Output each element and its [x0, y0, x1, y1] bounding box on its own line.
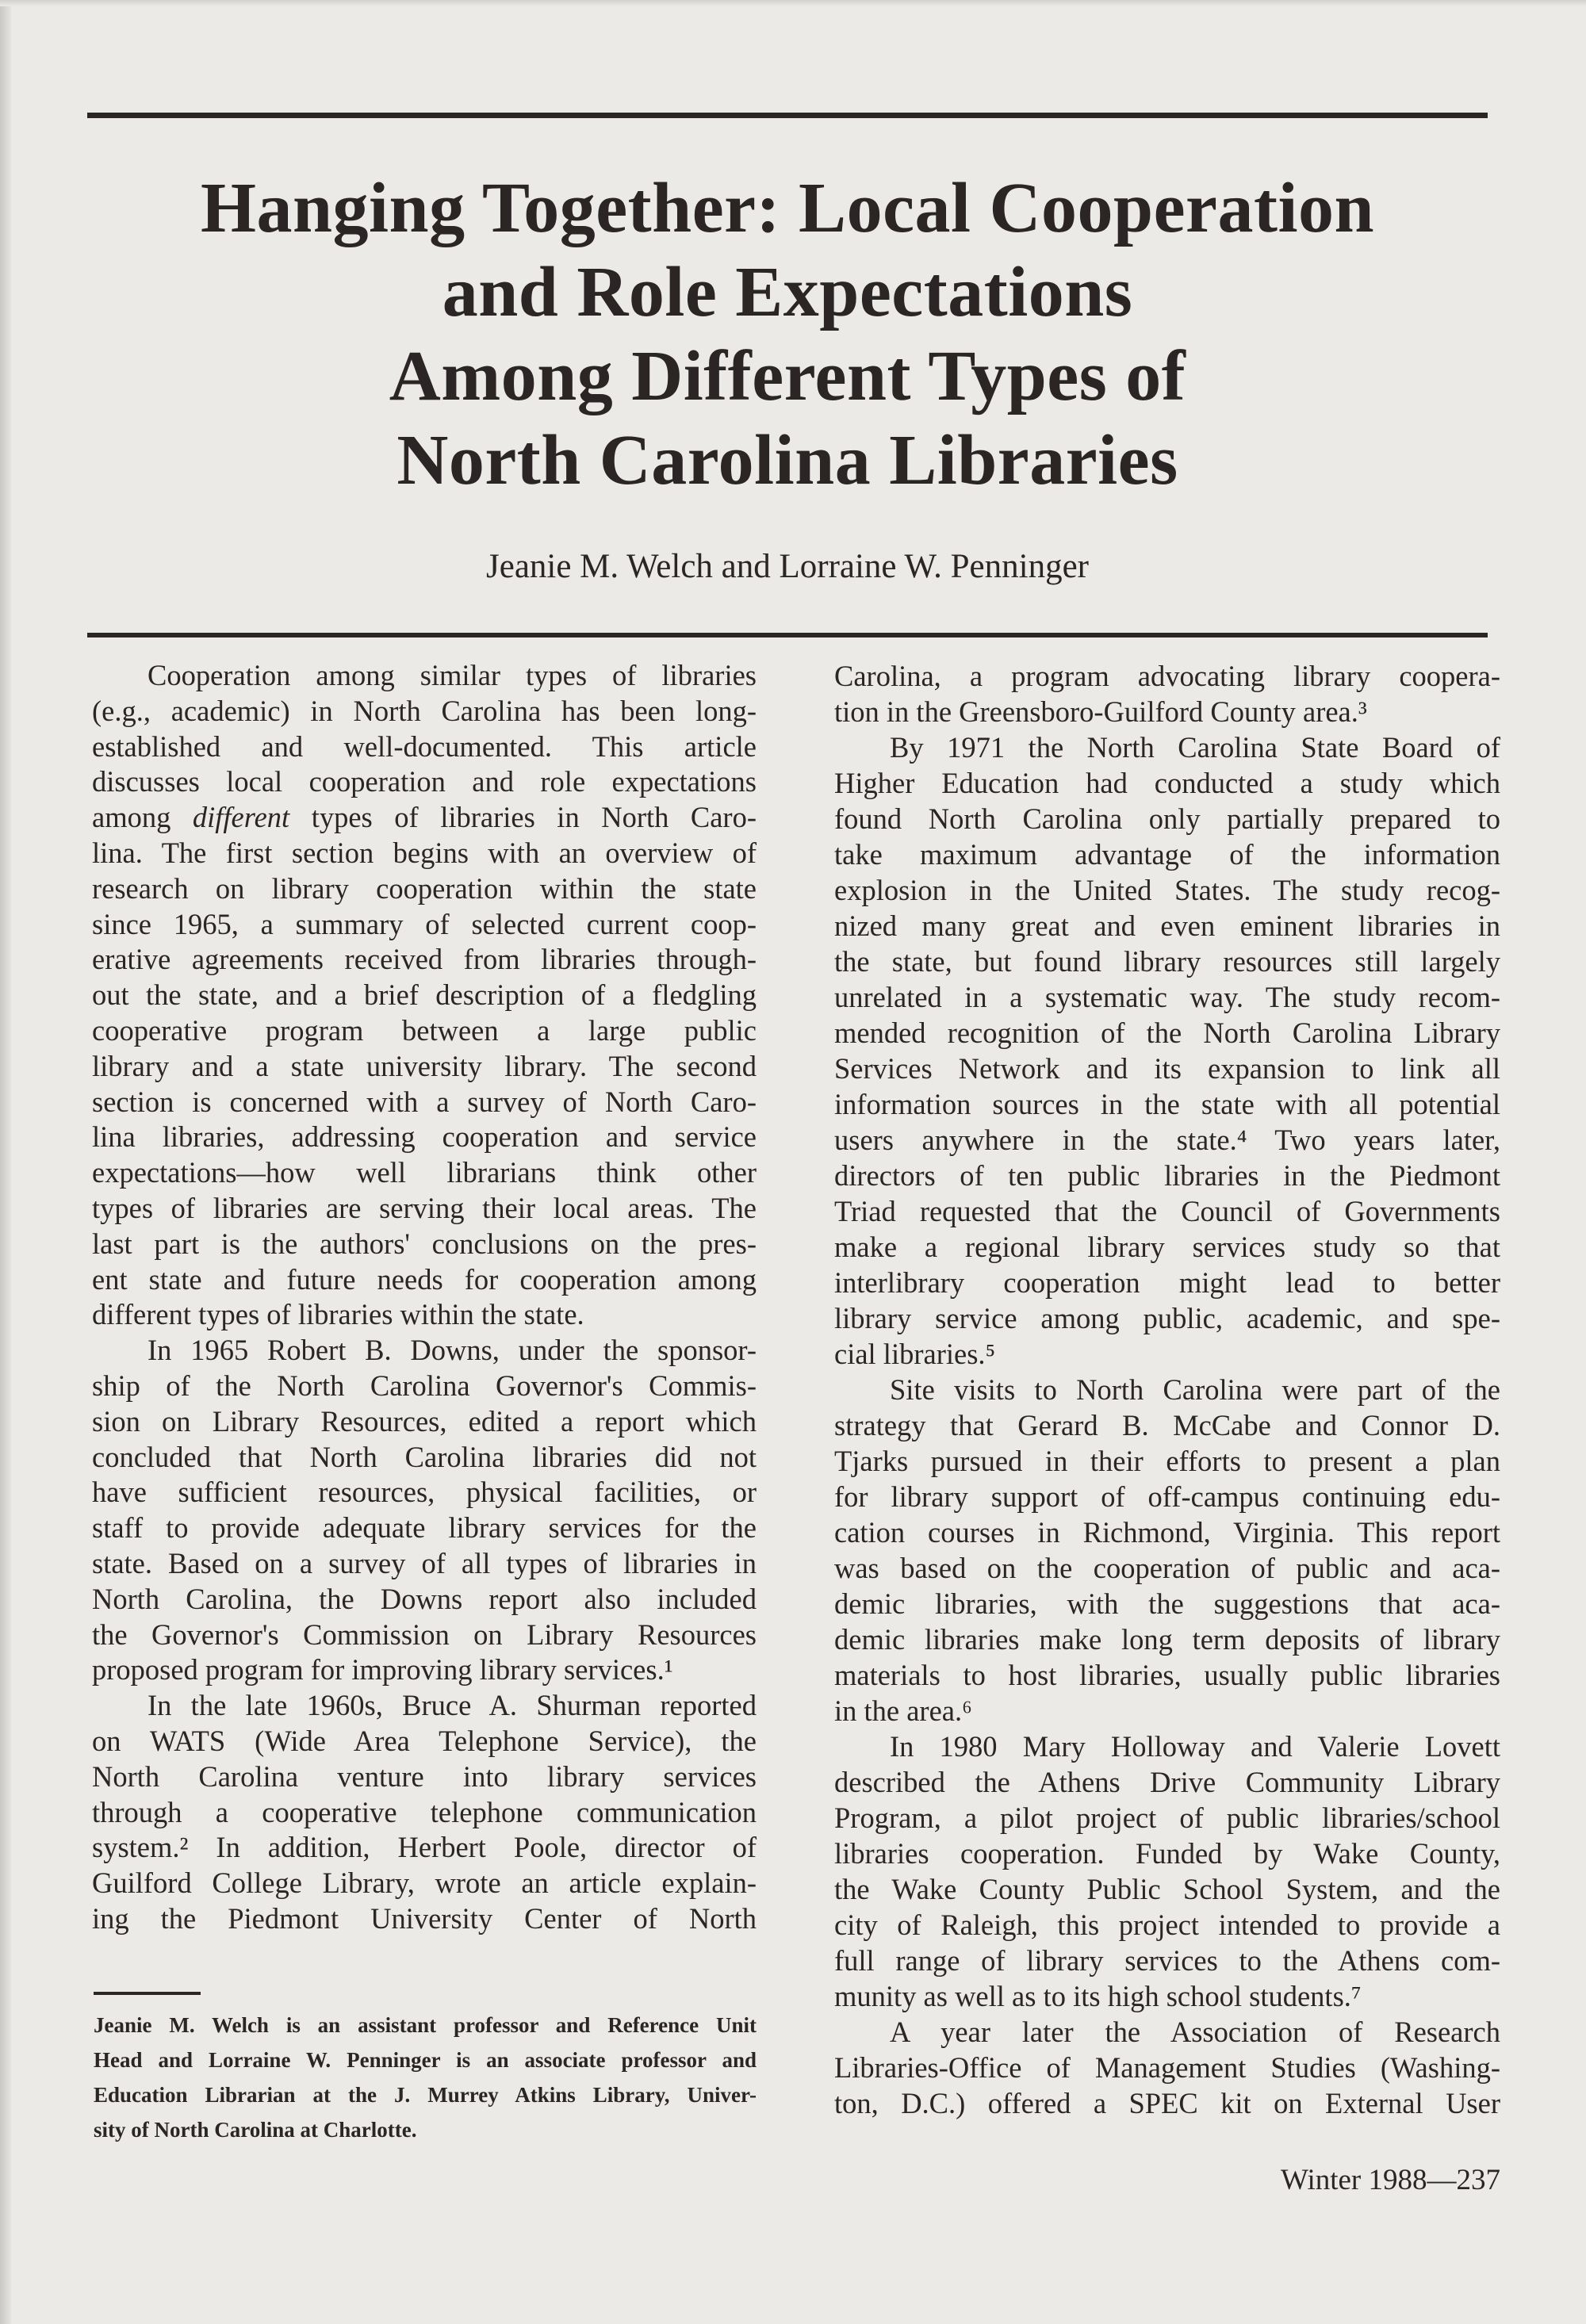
text-line: strategy that Gerard B. McCabe and Connor D. — [834, 1409, 1500, 1441]
text-line: ship of the North Carolina Governor's Commis- — [92, 1369, 757, 1402]
title-line: and Role Expectations — [442, 253, 1133, 331]
text-line: information sources in the state with all potential — [834, 1088, 1500, 1120]
paragraph — [834, 1729, 1500, 2014]
text-line: system.² In addition, Herbert Poole, director of — [92, 1831, 757, 1864]
paragraph — [834, 729, 1500, 1372]
text-line: on WATS (Wide Area Telephone Service), the — [92, 1724, 757, 1757]
text-line: libraries cooperation. Funded by Wake County, — [834, 1837, 1500, 1870]
text-line: explosion in the United States. The study recog- — [834, 874, 1500, 906]
byline: Jeanie M. Welch and Lorraine W. Penninger — [486, 548, 1089, 585]
text-line: cial libraries.⁵ — [834, 1338, 996, 1370]
paragraph — [834, 658, 1500, 729]
text-line: lina. The first section begins with an overview of — [92, 836, 757, 869]
text-line: since 1965, a summary of selected current coop- — [92, 907, 757, 940]
text-line: users anywhere in the state.⁴ Two years later, — [834, 1124, 1500, 1156]
text-line: proposed program for improving library services.¹ — [92, 1653, 673, 1687]
title-line: Hanging Together: Local Cooperation — [200, 169, 1375, 247]
scan-top-edge — [0, 0, 1586, 6]
text-line: In 1965 Robert B. Downs, under the sponsor- — [147, 1334, 757, 1367]
text-line: Triad requested that the Council of Governments — [834, 1195, 1500, 1227]
text-line: found North Carolina only partially prepared to — [834, 802, 1500, 835]
paragraph — [92, 1333, 757, 1688]
text-line: lina libraries, addressing cooperation and service — [92, 1120, 757, 1154]
text-line: tion in the Greensboro-Guilford County area.³ — [834, 695, 1367, 728]
text-line: munity as well as to its high school students.⁷ — [834, 1980, 1362, 2012]
title-line: Among Different Types of — [389, 337, 1186, 415]
text-line: nized many great and even eminent libraries in — [834, 909, 1500, 942]
text-line: out the state, and a brief description of a fledgling — [92, 978, 757, 1012]
text-line: Higher Education had conducted a study which — [834, 767, 1500, 799]
text-line: interlibrary cooperation might lead to better — [834, 1266, 1500, 1299]
text-line: established and well-documented. This article — [92, 729, 757, 763]
emphasis: different — [192, 801, 290, 834]
text-line: ing the Piedmont University Center of North — [92, 1901, 757, 1935]
text-line: demic libraries, with the suggestions that aca- — [834, 1587, 1500, 1620]
text-line: In the late 1960s, Bruce A. Shurman reported — [147, 1689, 757, 1722]
text-line: the state, but found library resources still largely — [834, 945, 1500, 978]
text-line: through a cooperative telephone communication — [92, 1795, 757, 1828]
text-line: mended recognition of the North Carolina Library — [834, 1017, 1500, 1049]
text-line: last part is the authors' conclusions on the pres- — [92, 1227, 757, 1260]
text-line: was based on the cooperation of public and aca- — [834, 1552, 1500, 1584]
text-line: Libraries-Office of Management Studies (Washing- — [834, 2051, 1500, 2084]
text-line: concluded that North Carolina libraries did not — [92, 1440, 757, 1473]
text-line: city of Raleigh, this project intended to provide a — [834, 1909, 1500, 1941]
text-line: Tjarks pursued in their efforts to present a plan — [834, 1445, 1500, 1477]
paragraph — [834, 2014, 1500, 2121]
text-line: ent state and future needs for cooperation among — [92, 1262, 757, 1296]
text-line: have sufficient resources, physical facilities, or — [92, 1476, 757, 1509]
text-line: Carolina, a program advocating library coopera- — [834, 660, 1500, 692]
text-line: for library support of off-campus continuing edu- — [834, 1480, 1500, 1513]
footnote-line: Jeanie M. Welch is an assistant professor and Reference Unit — [94, 2013, 757, 2037]
text-line: Program, a pilot project of public libraries/school — [834, 1801, 1500, 1834]
text-line: cooperative program between a large public — [92, 1013, 757, 1047]
text-line: By 1971 the North Carolina State Board of — [890, 731, 1500, 764]
text-line: among different types of libraries in North Caro- — [92, 801, 757, 834]
text-line: (e.g., academic) in North Carolina has been long- — [92, 694, 757, 727]
top-rule — [87, 113, 1488, 118]
text-line: Site visits to North Carolina were part of the — [890, 1373, 1500, 1406]
text-line: materials to host libraries, usually public libraries — [834, 1659, 1500, 1691]
text-line: erative agreements received from libraries through- — [92, 943, 757, 976]
scan-edge — [0, 0, 11, 2324]
text-line: ton, D.C.) offered a SPEC kit on External User — [834, 2087, 1500, 2119]
article-title — [87, 167, 1488, 503]
right-column — [834, 658, 1500, 2121]
text-line: In 1980 Mary Holloway and Valerie Lovett — [890, 1730, 1500, 1763]
footnote-rule — [94, 1992, 201, 1995]
text-line: in the area.⁶ — [834, 1694, 972, 1727]
text-line: cation courses in Richmond, Virginia. This report — [834, 1516, 1500, 1549]
text-line: staff to provide adequate library services for the — [92, 1511, 757, 1545]
text-line: research on library cooperation within the state — [92, 871, 757, 905]
text-line: state. Based on a survey of all types of libraries in — [92, 1546, 757, 1579]
text-line: discusses local cooperation and role expectations — [92, 765, 757, 798]
page-folio: Winter 1988—237 — [1281, 2164, 1500, 2196]
text-line: library and a state university library. The second — [92, 1049, 757, 1082]
text-line: full range of library services to the Athens com- — [834, 1944, 1500, 1977]
footnote-line: Education Librarian at the J. Murrey Atkins Library, Univer- — [94, 2083, 757, 2107]
text-line: expectations—how well librarians think other — [92, 1156, 757, 1189]
author-footnote — [94, 2008, 757, 2147]
text-line: different types of libraries within the state. — [92, 1298, 584, 1331]
left-column — [92, 658, 757, 1937]
text-line: North Carolina venture into library services — [92, 1759, 757, 1793]
text-line: section is concerned with a survey of North Caro- — [92, 1085, 757, 1118]
text-line: library service among public, academic, and spe- — [834, 1302, 1500, 1334]
text-line: described the Athens Drive Community Library — [834, 1766, 1500, 1798]
paragraph — [92, 1688, 757, 1937]
text-line: take maximum advantage of the information — [834, 838, 1500, 871]
text-line: directors of ten public libraries in the Piedmont — [834, 1159, 1500, 1192]
title-line: North Carolina Libraries — [396, 421, 1178, 500]
paragraph — [834, 1372, 1500, 1729]
footnote-line: sity of North Carolina at Charlotte. — [94, 2118, 417, 2142]
byline-rule — [87, 633, 1488, 637]
text-line: make a regional library services study so that — [834, 1231, 1500, 1263]
paragraph — [92, 658, 757, 1333]
text-line: A year later the Association of Research — [890, 2016, 1500, 2048]
text-line: Guilford College Library, wrote an article explain- — [92, 1866, 757, 1900]
text-line: Services Network and its expansion to link all — [834, 1052, 1500, 1085]
footnote-line: Head and Lorraine W. Penninger is an associate professor and — [94, 2048, 757, 2072]
text-line: the Governor's Commission on Library Resources — [92, 1618, 757, 1651]
text-line: Cooperation among similar types of libraries — [147, 659, 757, 691]
text-line: North Carolina, the Downs report also included — [92, 1582, 757, 1615]
text-line: unrelated in a systematic way. The study recom- — [834, 981, 1500, 1013]
text-line: demic libraries make long term deposits of library — [834, 1623, 1500, 1656]
text-line: sion on Library Resources, edited a report which — [92, 1404, 757, 1438]
text-line: types of libraries are serving their local areas. The — [92, 1191, 757, 1224]
text-line: the Wake County Public School System, and the — [834, 1873, 1500, 1905]
